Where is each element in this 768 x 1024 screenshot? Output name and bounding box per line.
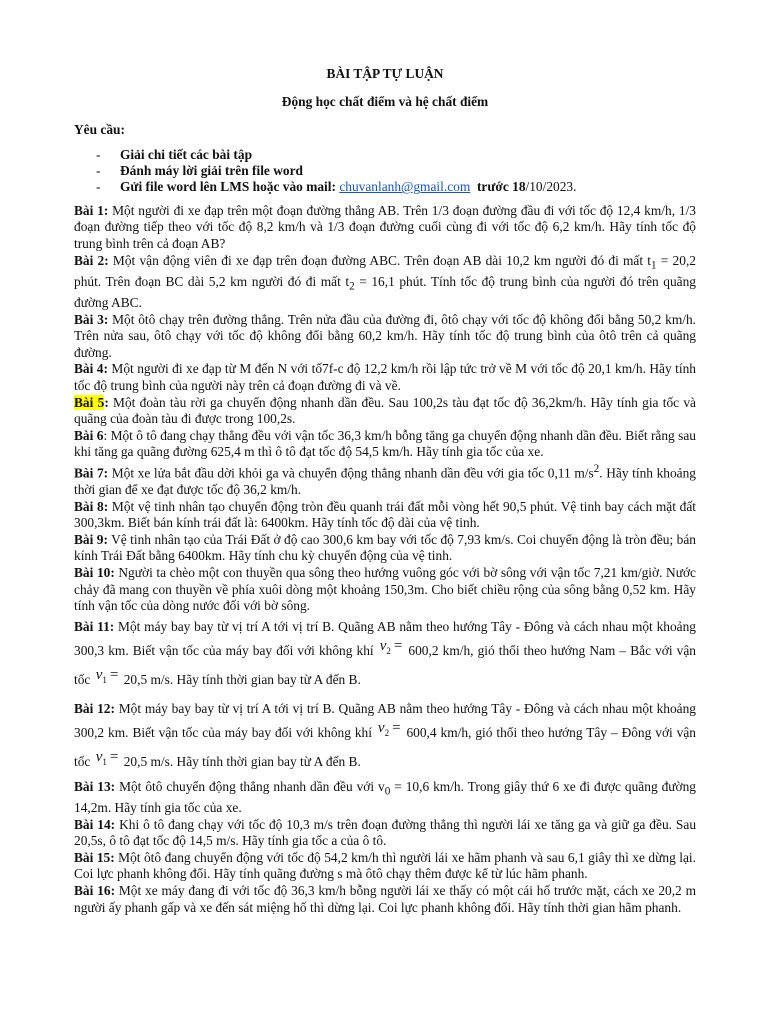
email-link[interactable]: chuvanlanh@gmail.com [339, 179, 471, 195]
deadline-word: trước [476, 179, 509, 195]
list-dash: - [96, 179, 101, 195]
requirement-item-submit: - Gửi file word lên LMS hoặc vào mail: chuvanlanh@gmail.com trước 18/10/2023. [96, 179, 577, 195]
formula-v2: $v_2$ = [377, 719, 401, 738]
problem-1: Bài 1: Một người đi xe đạp trên một đoạn đường thẳng AB. Trên 1/3 đoạn đường đầu đi với tốc độ 12,4 km/h, 1/3 đoạn đường tiếp theo với tốc độ 8,2 km/h và 1/3 đoạn đường cuối cùng đi với tốc độ 6,2 km/h. Hãy tính tốc độ trung bình trên cả đoạn AB? [74, 202, 696, 251]
deadline-rest: /10/2023. [525, 179, 577, 195]
problem-10: Bài 10: Người ta chèo một con thuyền qua sông theo hướng vuông góc với bờ sông với vận tốc 7,21 km/giờ. Nước chảy đã mang con thuyền về phía xuôi dòng một khoảng 150,3m. Cho biết chiều rộng của sông bằng 0,52 km. Hãy tính vận tốc của dòng nước đối với bờ sông. [74, 565, 696, 614]
problem-5: Bài 5: Một đoàn tàu rời ga chuyển động nhanh dần đều. Sau 100,2s tàu đạt tốc độ 36,2km/h. Hãy tính gia tốc và quãng của đoàn tàu đi được trong 100,2s. [74, 394, 697, 427]
problem-11: Bài 11: Một máy bay bay từ vị trí A tới vị trí B. Quãng AB nằm theo hướng Tây - Đông và cách nhau một khoảng 300,3 km. Biết vận tốc của máy bay đối với không khí $v_2 = 600,2$ km/h, gió thổi theo hướng Nam – Bắc với vận tốc $v_1 = 20,5$ m/s. Hãy tính thời gian bay từ A đến B. [74, 618, 696, 687]
problem-2: Bài 2: Một vận động viên đi xe đạp trên đoạn đường ABC. Trên đoạn AB dài 10,2 km người đó đi mất $t_1 = 20,2$ phút. Trên đoạn BC dài 5,2 km người đó đi mất $t_2 = 16,1$ phút. Tính tốc độ trung bình của người đó trên quãng đường ABC. [74, 252, 696, 311]
document-page [74, 66, 696, 916]
problem-4: Bài 4: Một người đi xe đạp từ M đến N với tố7f-c độ 12,2 km/h rồi lập tức trở về M với tốc độ 20,1 km/h. Hãy tính tốc độ trung bình của người này trên cả đoạn đường đi và về. [74, 361, 696, 394]
problem-14: Bài 14: Khi ô tô đang chạy với tốc độ 10,3 m/s trên đoạn đường thẳng thì người lái xe tăng ga và giữ ga đều. Sau 20,5s, ô tô đạt tốc độ 14,5 m/s. Hãy tính gia tốc a của ô tô. [74, 816, 697, 849]
problem-15: Bài 15: Một ôtô đang chuyển động với tốc độ 54,2 km/h thì người lái xe hãm phanh và sau 6,1 giây thì xe dừng lại. Coi lực phanh không đổi. Hãy tính quãng đường s mà ôtô chạy thêm được kể từ lúc hãm phanh. [74, 849, 696, 882]
problem-7: Bài 7: Một xe lửa bắt đầu dời khỏi ga và chuyển động thẳng nhanh dần đều với gia tốc 0,11 $m/s^2$. Hãy tính khoảng thời gian để xe đạt được tốc độ 36,2 km/h. [74, 463, 697, 498]
problem-list [74, 203, 696, 916]
problem-3: Bài 3: Một ôtô chạy trên đường thẳng. Trên nửa đầu của đường đi, ôtô chạy với tốc độ không đổi bằng 50,2 km/h. Trên nửa sau, ôtô chạy với tốc độ không đổi bằng 60,2 km/h. Hãy tính tốc độ trung bình của ôtô trên cả quãng đường. [74, 311, 697, 360]
problem-6: Bài 6: Một ô tô đang chạy thẳng đều với vận tốc 36,3 km/h bỗng tăng ga chuyển động nhanh dần đều. Biết rằng sau khi tăng ga quãng đường 625,4 m thì ô tô đạt tốc độ 54,5 km/h. Hãy tính gia tốc của xe. [74, 427, 696, 460]
highlighted-label: Bài 5 [74, 394, 105, 410]
list-dash: - [96, 162, 101, 178]
formula-v1: $v_1$ = [95, 666, 119, 685]
deadline-day: 18 [512, 179, 526, 195]
problem-13: Bài 13: Một ôtô chuyển động thẳng nhanh dần đều với $v_0 = 10,6$ km/h. Trong giây thứ 6 xe đi được quãng đường 14,2m. Hãy tính gia tốc của xe. [74, 778, 696, 816]
formula-v2: $v_2$ = [379, 637, 403, 656]
problem-8: Bài 8: Một vệ tinh nhân tạo chuyển động tròn đều quanh trái đất mỗi vòng hết 90,5 phút. Vệ tinh bay cách mặt đất 300,3km. Biết bán kính trái đất là: 6400km. Hãy tính tốc độ dài của vệ tinh. [74, 498, 696, 531]
document-title: BÀI TẬP TỰ LUẬN [326, 66, 444, 81]
requirement-item: - Đánh máy lời giải trên file word [96, 162, 303, 178]
problem-12: Bài 12: Một máy bay bay từ vị trí A tới vị trí B. Quãng AB nằm theo hướng Tây - Đông và cách nhau một khoảng 300,2 km. Biết vận tốc của máy bay đối với không khí $v_2 = 600,4$ km/h, gió thổi theo hướng Tây – Đông với vận tốc $v_1 = 20,5$ m/s. Hãy tính thời gian bay từ A đến B. [74, 700, 697, 769]
requirements-list [74, 147, 696, 196]
problem-16: Bài 16: Một xe máy đang đi với tốc độ 36,3 km/h bỗng người lái xe thấy có một cái hố trước mặt, cách xe 20,2 m người ấy phanh gấp và xe đến sát miệng hố thì dừng lại. Coi lực phanh không đổi. Hãy tính thời gian hãm phanh. [74, 883, 696, 915]
problem-9: Bài 9: Vệ tinh nhân tạo của Trái Đất ở độ cao 300,6 km bay với tốc độ 7,93 km/s. Coi chuyển động là tròn đều; bán kính Trái Đất bằng 6400km. Hãy tính chu kỳ chuyển động của vệ tinh. [74, 531, 696, 564]
list-dash: - [96, 146, 101, 162]
requirements-label: Yêu cầu: [74, 122, 125, 137]
formula-v1: $v_1$ = [95, 748, 119, 767]
document-subtitle: Động học chất điểm và hệ chất điểm [281, 94, 489, 109]
requirement-item: - Giải chi tiết các bài tập [96, 146, 253, 162]
